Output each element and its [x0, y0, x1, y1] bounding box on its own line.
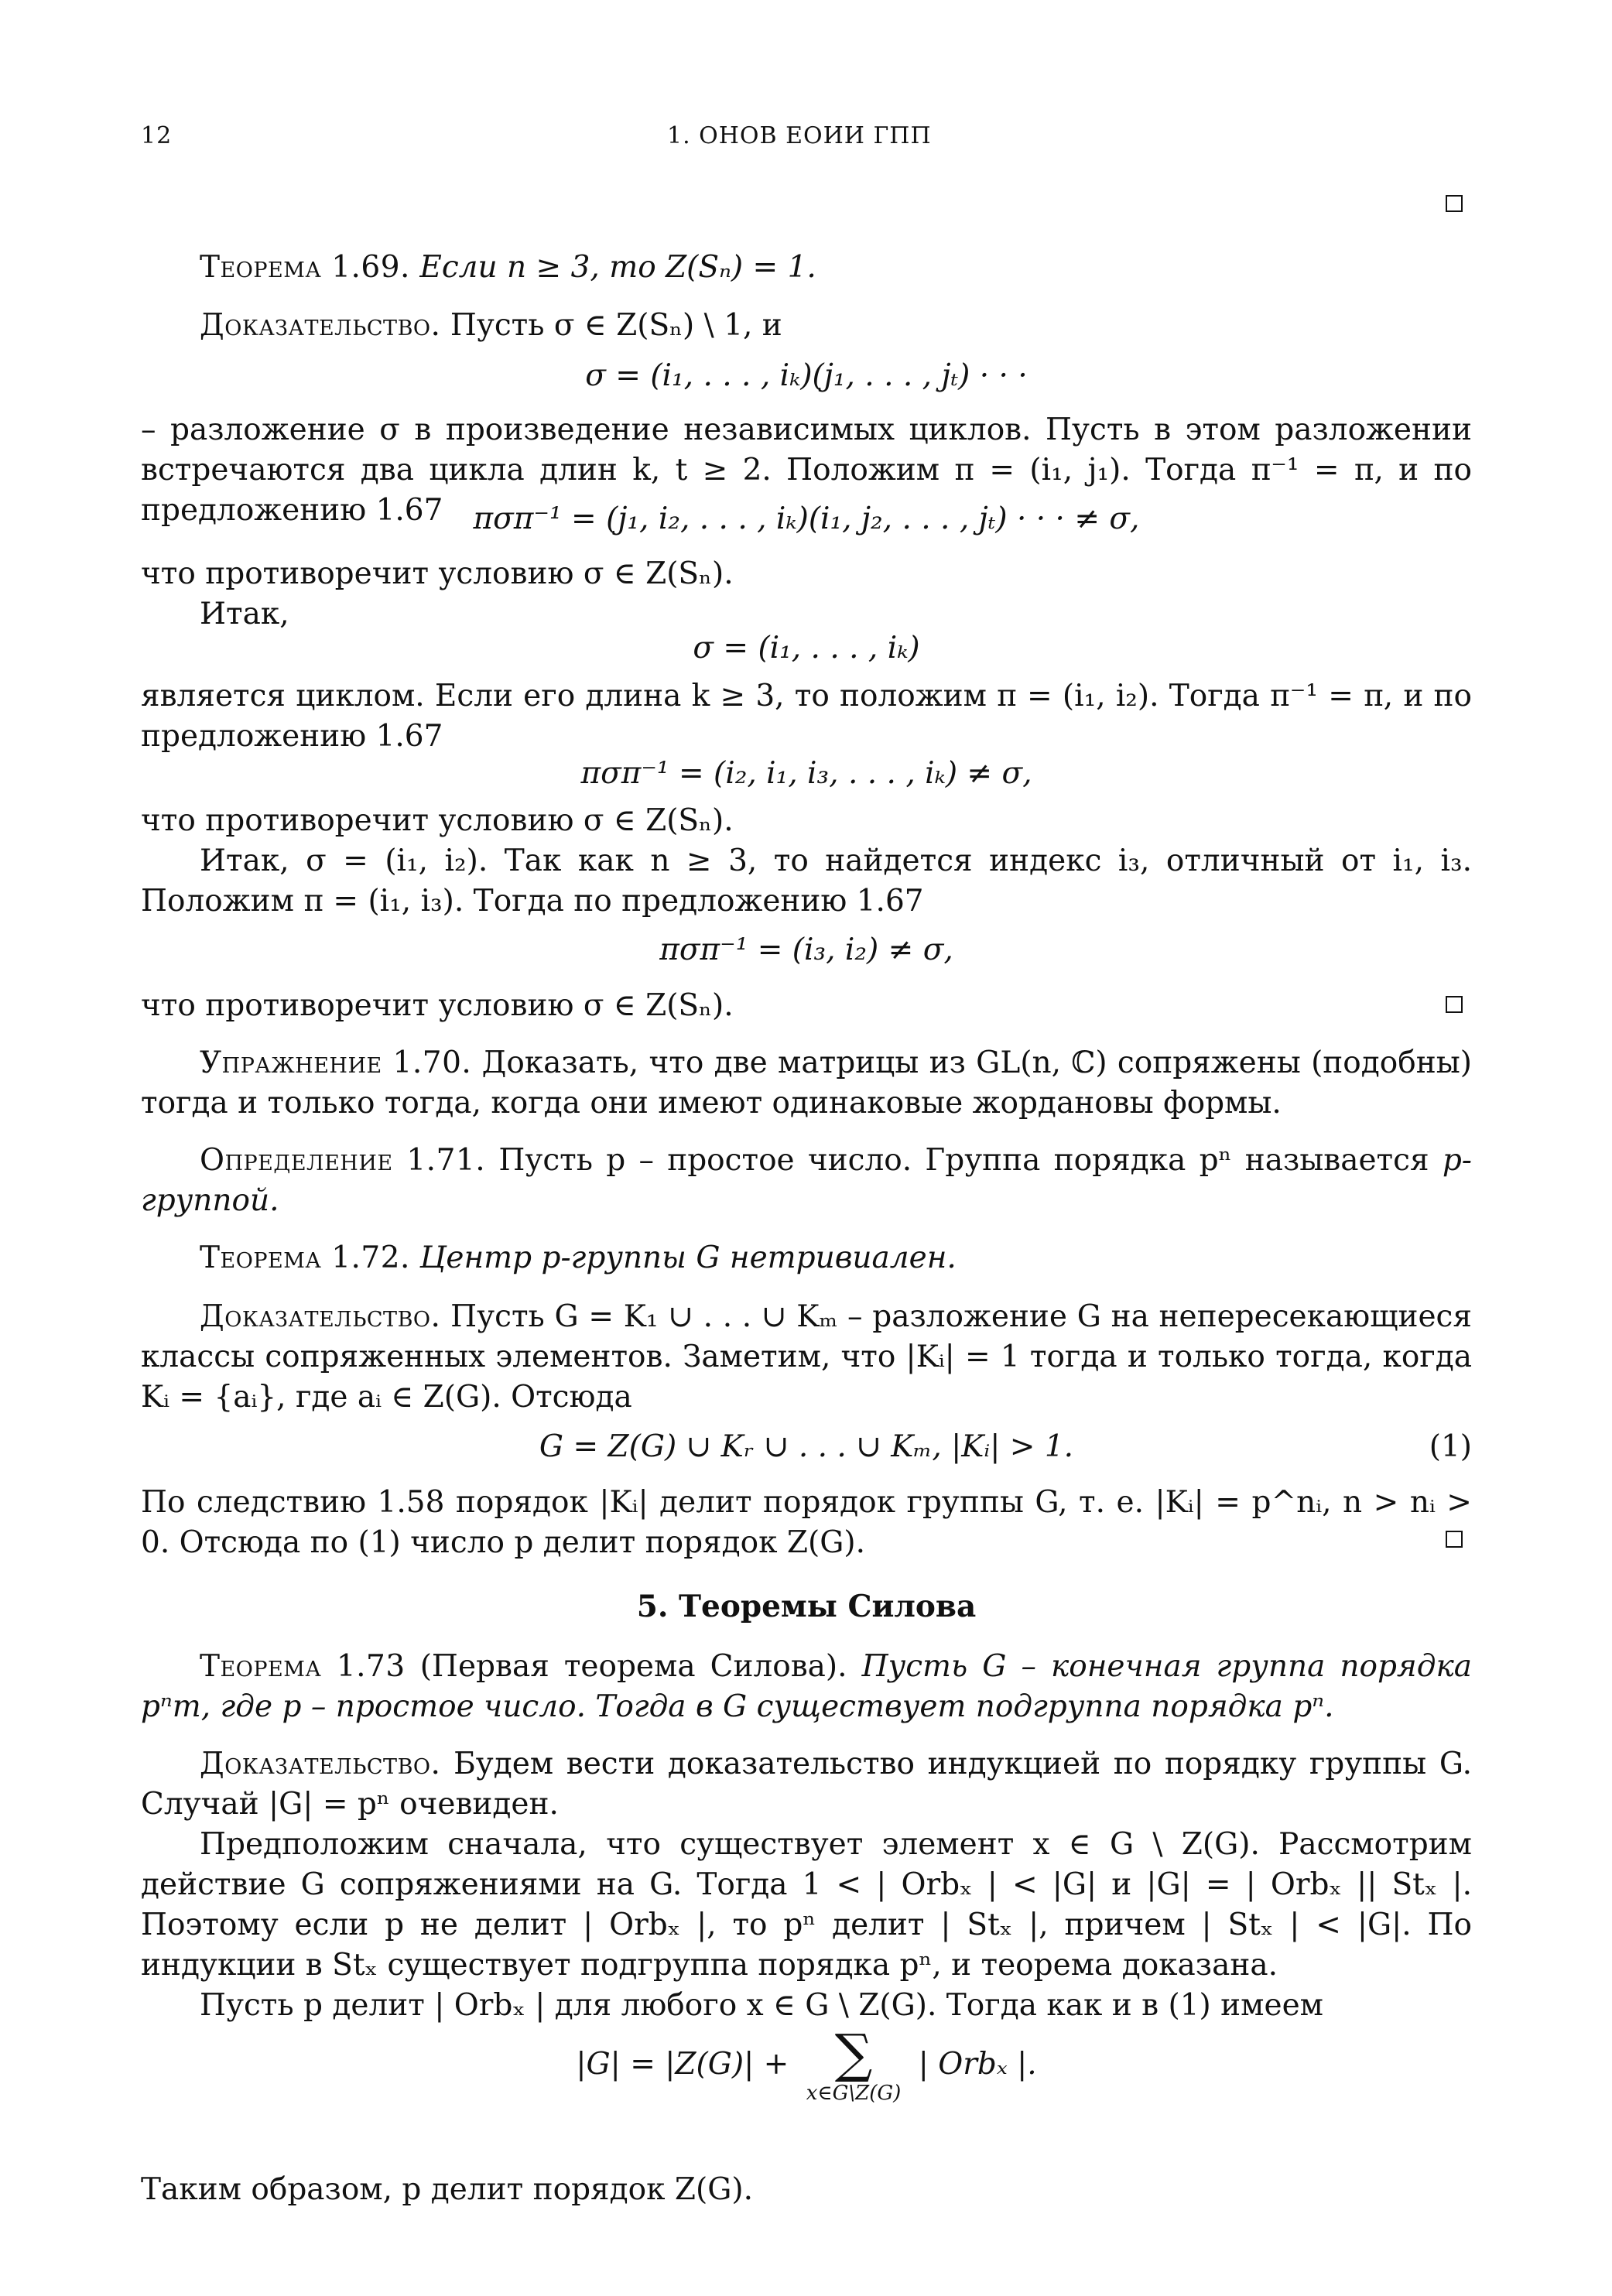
- qed-box: [1446, 1531, 1463, 1548]
- proof-label: Доказательство.: [200, 1747, 441, 1781]
- proof-3-para2: Пусть p делит | Orbₓ | для любого x ∈ G \ Z(G). Тогда как и в (1) имеем: [200, 1988, 1323, 2023]
- page-number: 12: [141, 122, 173, 149]
- proof-1-para3: Итак, σ = (i₁, i₂). Так как n ≥ 3, то найдется индекс i₃, отличный от i₁, i₃. Положим π = (i₁, i₃). Тогда по предложению 1.67: [141, 843, 1472, 919]
- running-title: 1. ОНОВ ЕОИИ ГПП: [667, 122, 932, 149]
- proof-label: Доказательство.: [200, 308, 441, 343]
- theorem-label: Теорема 1.69.: [200, 250, 410, 285]
- theorem-1-73: [141, 1647, 1472, 1727]
- definition-text: Пусть p – простое число. Группа порядка pⁿ называется: [498, 1143, 1429, 1178]
- equation-number: (1): [1429, 1429, 1472, 1464]
- proof-1-intro: [141, 306, 1472, 346]
- summation: [806, 2024, 902, 2105]
- contradiction-2: что противоречит условию σ ∈ Z(Sₙ).: [141, 803, 734, 838]
- equation-class-decomposition: G = Z(G) ∪ Kᵣ ∪ . . . ∪ Kₘ, |Kᵢ| > 1. (1): [141, 1427, 1472, 1467]
- definition-term: p-группой.: [141, 1143, 1472, 1218]
- equation-conjugate-3: πσπ⁻¹ = (i₃, i₂) ≠ σ,: [659, 932, 953, 967]
- theorem-statement: Центр p-группы G нетривиален.: [419, 1240, 957, 1275]
- proof-2: [141, 1297, 1472, 1418]
- itak-1: Итак,: [200, 597, 289, 631]
- theorem-label: Теорема 1.72.: [200, 1240, 410, 1275]
- proof-1-para1: – разложение σ в произведение независимых циклов. Пусть в этом разложении встречаются два цикла длин k, t ≥ 2. Положим π = (i₁, j₁). Тогда π⁻¹ = π, и по предложению 1.67: [141, 412, 1472, 528]
- exercise-text: Доказать, что две матрицы из GL(n, ℂ) сопряжены (подобны) тогда и только тогда, когда они имеют одинаковые жордановы формы.: [141, 1045, 1472, 1121]
- summation-sign: ∑: [834, 2024, 873, 2085]
- contradiction-3: что противоречит условию σ ∈ Z(Sₙ).: [141, 988, 734, 1023]
- proof-2-para: По следствию 1.58 порядок |Kᵢ| делит порядок группы G, т. е. |Kᵢ| = p^nᵢ, n > nᵢ > 0. Отсюда по (1) число p делит порядок Z(G).: [141, 1485, 1472, 1560]
- theorem-statement: Если n ≥ 3, то Z(Sₙ) = 1.: [419, 250, 816, 285]
- proof-intro: Пусть σ ∈ Z(Sₙ) \ 1, и: [450, 308, 782, 343]
- theorem-label: Теорема 1.73: [200, 1649, 406, 1684]
- contradiction-1: что противоречит условию σ ∈ Z(Sₙ).: [141, 556, 734, 591]
- section-heading: 5. Теоремы Силова: [636, 1589, 977, 1624]
- equation-right: | Orbₓ |.: [918, 2047, 1037, 2082]
- qed-box: [1446, 195, 1463, 212]
- qed-box: [1446, 996, 1463, 1013]
- proof-3: [141, 1744, 1472, 1825]
- exercise-label: Упражнение 1.70.: [200, 1045, 472, 1080]
- equation-left: |G| = |Z(G)| +: [576, 2047, 789, 2082]
- definition-label: Определение 1.71.: [200, 1143, 486, 1178]
- equation-cycle: σ = (i₁, . . . , iₖ): [693, 631, 920, 666]
- proof-3-para1: Предположим сначала, что существует элемент x ∈ G \ Z(G). Рассмотрим действие G сопряжениями на G. Тогда 1 < | Orbₓ | < |G| и |G| = | Orbₓ || Stₓ |. Поэтому если p не делит | Orbₓ |, то pⁿ делит | Stₓ |, причем | Stₓ | < |G|. По индукции в Stₓ существует подгруппа порядка pⁿ, и теорема доказана.: [141, 1827, 1472, 1983]
- equation-conjugate-2: πσπ⁻¹ = (i₂, i₁, i₃, . . . , iₖ) ≠ σ,: [580, 756, 1032, 791]
- summation-index: x∈G\Z(G): [806, 2082, 902, 2105]
- definition-1-71: [141, 1141, 1472, 1221]
- proof-text: Будем вести доказательство индукцией по порядку группы G. Случай |G| = pⁿ очевиден.: [141, 1747, 1472, 1822]
- exercise-1-70: [141, 1043, 1472, 1124]
- theorem-statement: Пусть G – конечная группа порядка pⁿm, где p – простое число. Тогда в G существует подгруппа порядка pⁿ.: [141, 1649, 1473, 1724]
- proof-text: Пусть G = K₁ ∪ . . . ∪ Kₘ – разложение G на непересекающиеся классы сопряженных элементов. Заметим, что |Kᵢ| = 1 тогда и только тогда, когда Kᵢ = {aᵢ}, где aᵢ ∈ Z(G). Отсюда: [141, 1299, 1472, 1415]
- equation-conjugate-1: πσπ⁻¹ = (j₁, i₂, . . . , iₖ)(i₁, j₂, . . . , jₜ) · · · ≠ σ,: [473, 501, 1140, 536]
- proof-1-para2: является циклом. Если его длина k ≥ 3, то положим π = (i₁, i₂). Тогда π⁻¹ = π, и по предложению 1.67: [141, 679, 1472, 754]
- theorem-1-69: [141, 248, 1472, 288]
- theorem-1-72: [141, 1238, 1472, 1278]
- proof-label: Доказательство.: [200, 1299, 441, 1334]
- theorem-name: (Первая теорема Силова).: [419, 1649, 847, 1684]
- equation-class-equation: [141, 2024, 1472, 2105]
- proof-3-final: Таким образом, p делит порядок Z(G).: [141, 2172, 754, 2207]
- equation-sigma-decomposition: σ = (i₁, . . . , iₖ)(j₁, . . . , jₜ) · · ·: [585, 358, 1028, 393]
